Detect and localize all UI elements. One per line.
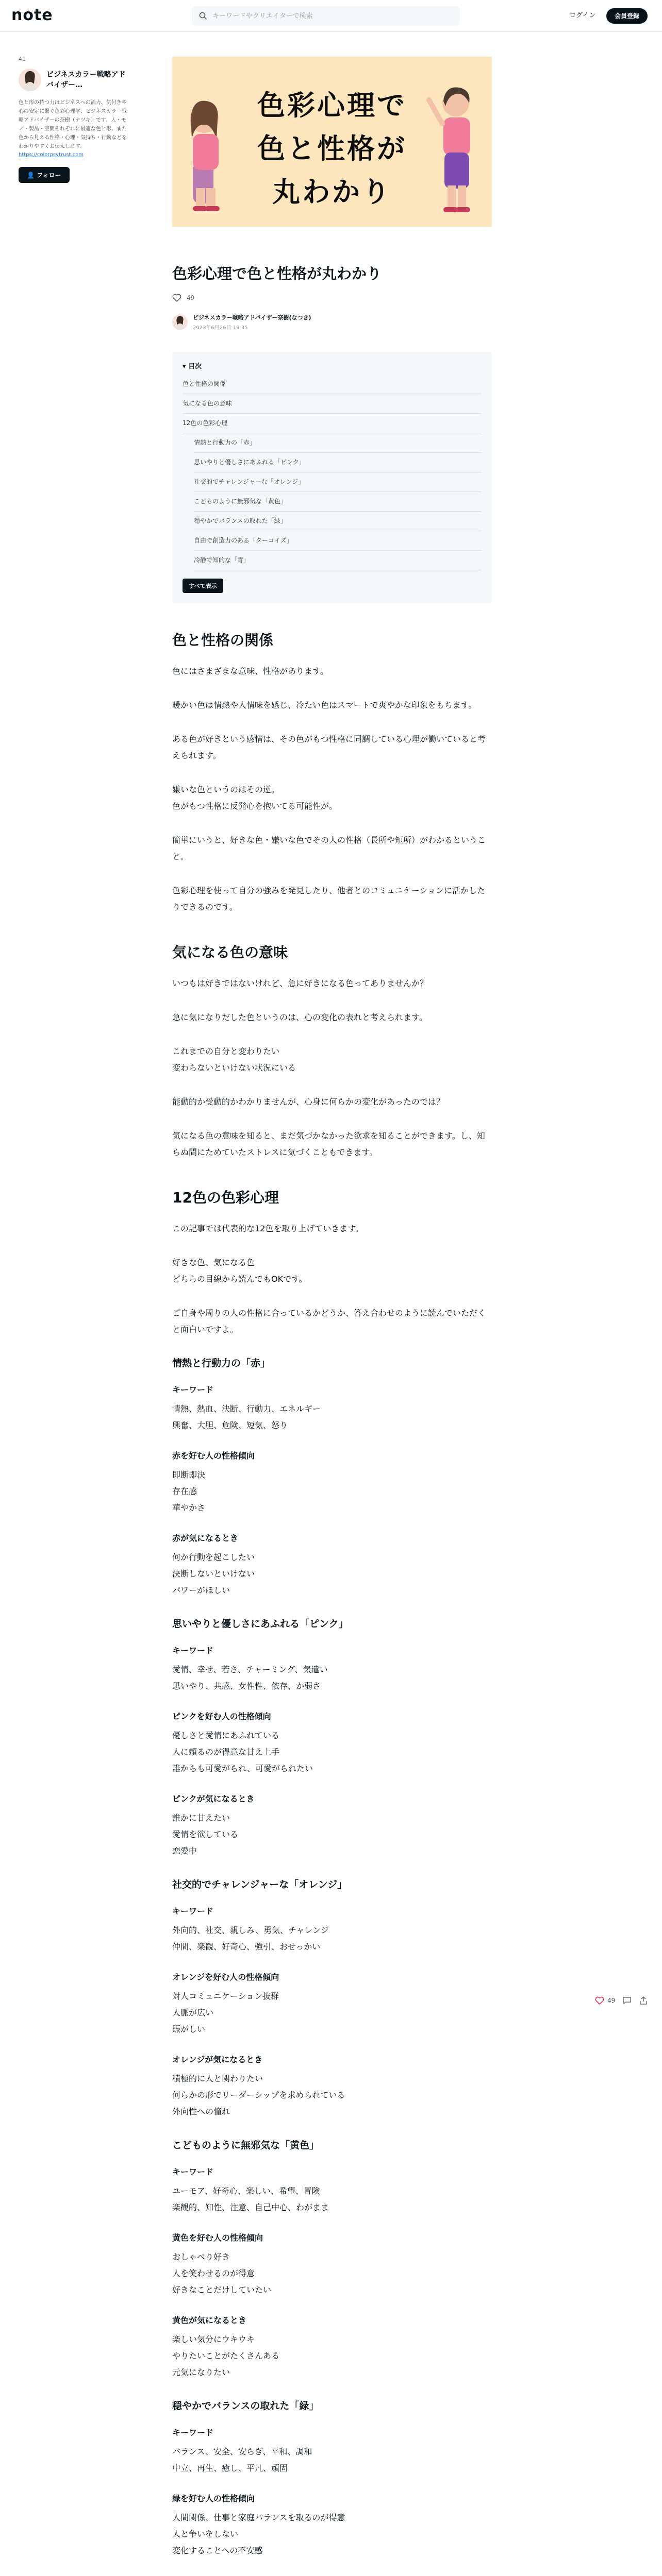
keyword-label: キーワード [172,1906,214,1916]
section-heading: 12色の色彩心理 [172,1189,279,1206]
tendency-label: オレンジを好む人の性格傾向 [172,1972,279,1982]
signup-button[interactable]: 会員登録 [606,8,648,24]
article-main [172,57,492,2576]
follow-label: フォロー [37,172,61,179]
toc-item[interactable]: 自由で創造力のある「ターコイズ」 [194,531,482,551]
eyecatch-line-3: 丸わかり [272,176,392,208]
author-sidebar [19,56,127,183]
tendency-text: 人間関係、仕事と家庭バランスを取るのが得意 人と争いをしない 変化することへの不安感 [172,2513,345,2555]
paragraph: 色彩心理を使って自分の強みを発見したり、他者とのコミュニケーションに活かしたりできるのです。 [172,886,486,912]
note-logo[interactable]: note [11,6,53,24]
article-body [172,630,492,2576]
heart-icon[interactable] [172,294,181,302]
page-title: 色彩心理で色と性格が丸わかり [172,265,382,282]
toc-item[interactable]: 気になる色の意味 [183,394,482,414]
toc-item[interactable]: 穏やかでバランスの取れた「緑」 [194,512,482,531]
sidebar-bio: 色と形の持つ力はビジネスへの活力、気付きや心の安定に繋ぐ色彩心理学、ビジネスカラー戦略アドバイザーの奈樹（ナツキ）です。人・モノ・製品・空間それぞれに最適な色と形、また色から見える性格・心理・気持ち・行動などをわかりやすくお伝えします。 [19,100,127,149]
table-of-contents [172,351,492,603]
mind-text: 何か行動を起こしたい 決断しないといけない パワーがほしい [172,1552,255,1595]
eyecatch-image [172,57,492,227]
add-user-icon: 👤 [27,172,35,179]
tendency-label: 緑を好む人の性格傾向 [172,2494,255,2503]
tendency-text: おしゃべり好き 人を笑わせるのが得意 好きなことだけしていたい [172,2252,272,2295]
mind-label: 黄色が気になるとき [172,2315,247,2325]
tendency-text: 対人コミュニケーション抜群 人脈が広い 賑がしい [172,1991,279,2034]
tendency-text: 優しさと愛情にあふれている 人に頼るのが得意な甘え上手 誰からも可愛がられ、可愛がられたい [172,1731,313,1773]
paragraph: 好きな色、気になる色 どちらの目線から読んでもOKです。 [172,1258,307,1284]
avatar[interactable] [19,69,41,91]
keyword-label: キーワード [172,2428,214,2437]
paragraph: この記事では代表的な12色を取り上げていきます。 [172,1224,364,1233]
sidebar-like-count: 41 [19,56,26,62]
keyword-text: 外向的、社交、親しみ、勇気、チャレンジ 仲間、楽観、好奇心、強引、おせっかい [172,1925,329,1952]
toc-head-label: 目次 [188,363,202,370]
mind-text: 楽しい気分にウキウキ やりたいことがたくさんある 元気になりたい [172,2334,280,2377]
keyword-label: キーワード [172,1646,214,1655]
mind-label: ピンクが気になるとき [172,1794,255,1804]
search-input[interactable] [212,12,439,20]
author-avatar[interactable] [172,314,188,330]
paragraph: ある色が好きという感情は、その色がもつ性格に同調している心理が働いていると考えられます。 [172,734,486,760]
floating-actions [595,1996,648,2005]
color-heading: こどものように無邪気な「黄色」 [172,2140,320,2151]
heart-icon[interactable] [595,1996,604,2005]
search-box[interactable] [192,6,460,26]
publish-date: 2023年6月26日 19:35 [193,325,248,331]
tendency-text: 即断即決 存在感 華やかさ [172,1470,206,1513]
paragraph: 暖かい色は情熱や人情味を感じ、冷たい色はスマートで爽やかな印象をもちます。 [172,700,477,710]
mind-label: 赤が気になるとき [172,1533,239,1543]
paragraph: 気になる色の意味を知ると、まだ気づかなかった欲求を知ることができます。し、知らぬ間にためていたストレスに気づくこともできます。 [172,1131,485,1157]
color-heading: 穏やかでバランスの取れた「緑」 [172,2400,319,2412]
toc-item[interactable]: 12色の色彩心理 [183,414,482,433]
sidebar-author-name[interactable]: ビジネスカラー戦略アドバイザー… [46,71,126,89]
color-heading: 思いやりと優しさにあふれる「ピンク」 [172,1618,349,1630]
mind-label: オレンジが気になるとき [172,2055,263,2064]
toc-header[interactable] [183,361,482,370]
section-heading: 色と性格の関係 [172,632,274,649]
paragraph: 嫌いな色というのはその逆。 色がもつ性格に反発心を抱いてる可能性が。 [172,785,338,811]
toc-item[interactable]: こどものように無邪気な「黄色」 [194,492,482,512]
paragraph: これまでの自分と変わりたい 変わらないといけない状況にいる [172,1046,296,1073]
mind-text: 誰かに甘えたい 愛情を欲している 恋愛中 [172,1813,239,1856]
toc-item[interactable]: 情熱と行動力の「赤」 [194,433,482,453]
paragraph: 色にはさまざまな意味、性格があります。 [172,666,328,676]
toc-item[interactable]: 冷静で知的な「青」 [194,551,482,570]
toc-show-all-button[interactable]: すべて表示 [183,579,223,593]
comment-icon[interactable] [622,1996,632,2005]
follow-button[interactable] [19,167,70,183]
floating-like-count: 49 [607,1997,616,2004]
tendency-label: ピンクを好む人の性格傾向 [172,1711,271,1721]
sidebar-website-link[interactable]: https://colorpsytrust.com [19,152,84,158]
color-heading: 情熱と行動力の「赤」 [172,1358,271,1369]
keyword-text: 情熱、熱血、決断、行動力、エネルギー 興奮、大胆、危険、短気、怒り [172,1404,321,1430]
keyword-text: ユーモア、好奇心、楽しい、希望、冒険 楽観的、知性、注意、自己中心、わがまま [172,2186,329,2212]
like-row[interactable] [172,294,492,302]
author-row[interactable] [172,313,492,331]
tendency-label: 赤を好む人の性格傾向 [172,1451,255,1461]
keyword-label: キーワード [172,1385,214,1395]
paragraph: 急に気になりだした色というのは、心の変化の表れと考えられます。 [172,1012,427,1022]
toc-item[interactable]: 社交的でチャレンジャーな「オレンジ」 [194,472,482,492]
share-icon[interactable] [639,1996,648,2005]
section-heading: 気になる色の意味 [172,944,288,961]
eyecatch-line-2: 色と性格が [257,132,407,165]
author-name[interactable]: ビジネスカラー戦略アドバイザー奈樹(なつき) [193,314,311,321]
like-count: 49 [187,294,195,301]
color-heading: 社交的でチャレンジャーな「オレンジ」 [172,1879,347,1890]
paragraph: ご自身や周りの人の性格に合っているかどうか、答え合わせのように読んでいただくと面白いですよ。 [172,1308,486,1334]
tendency-label: 黄色を好む人の性格傾向 [172,2233,263,2243]
keyword-text: 愛情、幸せ、若さ、チャーミング、気遣い 思いやり、共感、女性性、依存、か弱さ [172,1665,328,1691]
toc-item[interactable]: 思いやりと優しさにあふれる「ピンク」 [194,453,482,472]
keyword-label: キーワード [172,2167,214,2177]
site-header [0,0,662,32]
eyecatch-line-1: 色彩心理で [257,89,407,122]
paragraph: 能動的か受動的かわかりませんが、心身に何らかの変化があったのでは？ [172,1097,444,1107]
paragraph: 簡単にいうと、好きな色・嫌いな色でその人の性格（長所や短所）がわかるということ。 [172,835,486,861]
toc-item[interactable]: 色と性格の関係 [183,375,482,394]
mind-text: 積極的に人と関わりたい 何らかの形でリーダーシップを求められている 外向性への憧れ [172,2074,345,2116]
keyword-text: バランス、安全、安らぎ、平和、調和 中立、再生、癒し、平凡、頑固 [172,2447,312,2473]
chevron-down-icon: ▾ [183,363,186,370]
login-link[interactable]: ログイン [569,12,596,20]
paragraph: いつもは好きではないけれど、急に好きになる色ってありませんか？ [172,978,428,988]
search-icon [199,12,207,20]
